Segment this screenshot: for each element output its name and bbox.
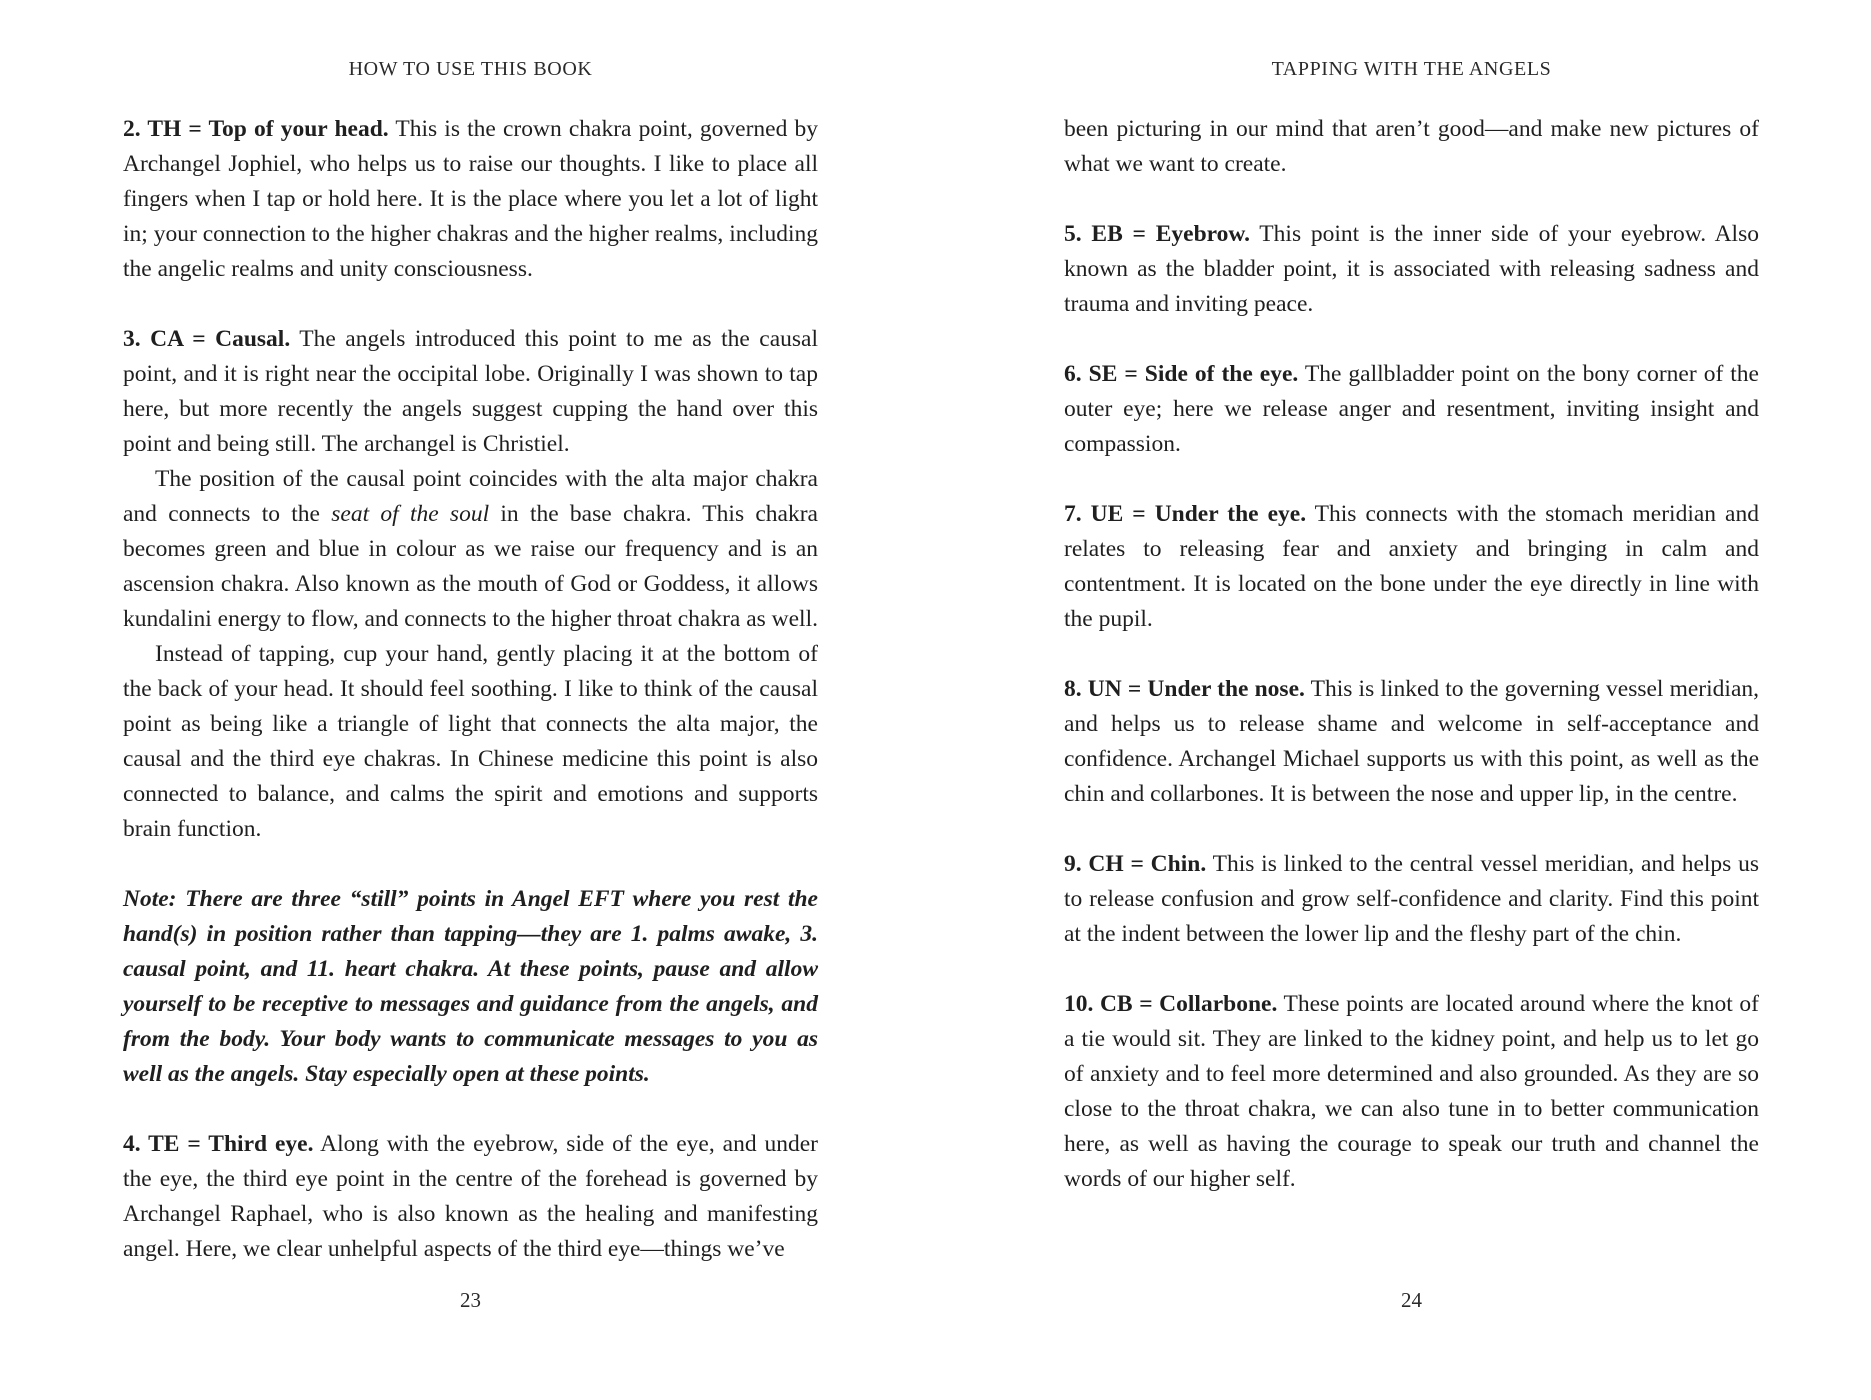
entry-causal — [123, 322, 818, 462]
page-number-right: 24 — [1401, 1288, 1422, 1312]
causal-paragraph-3: Instead of tapping, cup your hand, gently placing it at the bottom of the back of your head. It should feel soothing. I like to think of the causal point as being like a triangle of light that connects the alta major, the causal and the third eye chakras. In Chinese medicine this point is also connected to balance, and calms the spirit and emotions and supports brain function. — [123, 641, 818, 842]
entry-text: This is linked to the central vessel meridian, and helps us to release confusion and grow self-confidence and clarity. Find this point at the indent between the lower lip and the fleshy part of the chin. — [1064, 851, 1759, 947]
entry-collarbone — [1064, 987, 1759, 1197]
entry-text: This is the crown chakra point, governed by Archangel Jophiel, who helps us to raise our thoughts. I like to place all fingers when I tap or hold here. It is the place where you let a lot of light in; your connection to the higher chakras and the higher realms, including the angelic realms and unity consciousness. — [123, 116, 818, 282]
paragraph-gap — [123, 1092, 818, 1127]
running-head-left: HOW TO USE THIS BOOK — [348, 58, 593, 80]
paragraph-text: in the base chakra. This chakra becomes green and blue in colour as we raise our frequency and is an ascension chakra. Also known as the mouth of God or Goddess, it allows kundalini energy to flow, and connects to the higher throat chakra as well. — [123, 501, 818, 632]
entry-top-of-head — [123, 112, 818, 287]
entry-term: 10. CB = Collarbone. — [1064, 991, 1278, 1017]
page-number-left: 23 — [460, 1288, 481, 1312]
entry-chin — [1064, 847, 1759, 952]
entry-term: 5. EB = Eyebrow. — [1064, 221, 1250, 247]
paragraph-gap — [1064, 637, 1759, 672]
entry-text: This is linked to the governing vessel meridian, and helps us to release shame and welcome in self-acceptance and confidence. Archangel Michael supports us with this point, as well as the chin and collarbones. It is between the nose and upper lip, in the centre. — [1064, 676, 1760, 807]
entry-term: 8. UN = Under the nose. — [1064, 676, 1305, 702]
left-text-block — [123, 112, 818, 1267]
paragraph-gap — [1064, 462, 1759, 497]
right-page — [936, 0, 1871, 1400]
right-text-block — [1064, 112, 1759, 1197]
entry-term: 9. CH = Chin. — [1064, 851, 1207, 877]
entry-term: 7. UE = Under the eye. — [1064, 501, 1307, 527]
entry-text: This point is the inner side of your eyebrow. Also known as the bladder point, it is associated with releasing sadness and trauma and inviting peace. — [1064, 221, 1759, 317]
entry-third-eye — [123, 1127, 818, 1267]
causal-paragraph-2 — [123, 462, 818, 637]
running-head-right: TAPPING WITH THE ANGELS — [1271, 58, 1552, 80]
entry-term: 6. SE = Side of the eye. — [1064, 361, 1299, 387]
entry-text: Along with the eyebrow, side of the eye, and under the eye, the third eye point in the centre of the forehead is governed by Archangel Raphael, who is also known as the healing and manifesting angel. Here, we clear unhelpful aspects of the third eye—things we’ve — [123, 1131, 818, 1262]
entry-text: The angels introduced this point to me as the causal point, and it is right near the occipital lobe. Originally I was shown to tap here, but more recently the angels suggest cupping the hand over this point and being still. The archangel is Christiel. — [123, 326, 818, 457]
paragraph-gap — [1064, 952, 1759, 987]
entry-text: These points are located around where the knot of a tie would sit. They are linked to the kidney point, and help us to let go of anxiety and to feel more determined and also grounded. As they are so close to the throat chakra, we can also tune in to better communication here, as well as having the courage to speak our truth and channel the words of our higher self. — [1064, 991, 1759, 1192]
paragraph-gap — [123, 847, 818, 882]
entry-eyebrow — [1064, 217, 1759, 322]
continuation-text: been picturing in our mind that aren’t good—and make new pictures of what we want to create. — [1064, 116, 1759, 177]
paragraph-gap — [123, 287, 818, 322]
still-points-note: Note: There are three “still” points in Angel EFT where you rest the hand(s) in position rather than tapping—they are 1. palms awake, 3. causal point, and 11. heart chakra. At these points, pause and allow yourself to be receptive to messages and guidance from the angels, and from the body. Your body wants to communicate messages to you as well as the angels. Stay especially open at these points. — [123, 886, 818, 1087]
entry-term: 4. TE = Third eye. — [123, 1131, 314, 1157]
entry-text: This connects with the stomach meridian and relates to releasing fear and anxiety and bringing in calm and contentment. It is located on the bone under the eye directly in line with the pupil. — [1064, 501, 1759, 632]
entry-term: 2. TH = Top of your head. — [123, 116, 389, 142]
entry-under-nose — [1064, 672, 1759, 812]
paragraph-gap — [1064, 182, 1759, 217]
entry-side-of-eye — [1064, 357, 1759, 462]
paragraph-text: The position of the causal point coincides with the alta major chakra and connects to the — [123, 466, 818, 527]
entry-term: 3. CA = Causal. — [123, 326, 291, 352]
italic-phrase: seat of the soul — [331, 501, 490, 527]
entry-text: The gallbladder point on the bony corner of the outer eye; here we release anger and resentment, inviting insight and compassion. — [1064, 361, 1759, 457]
entry-under-eye — [1064, 497, 1759, 637]
paragraph-gap — [1064, 322, 1759, 357]
paragraph-gap — [1064, 812, 1759, 847]
left-page — [0, 0, 935, 1400]
